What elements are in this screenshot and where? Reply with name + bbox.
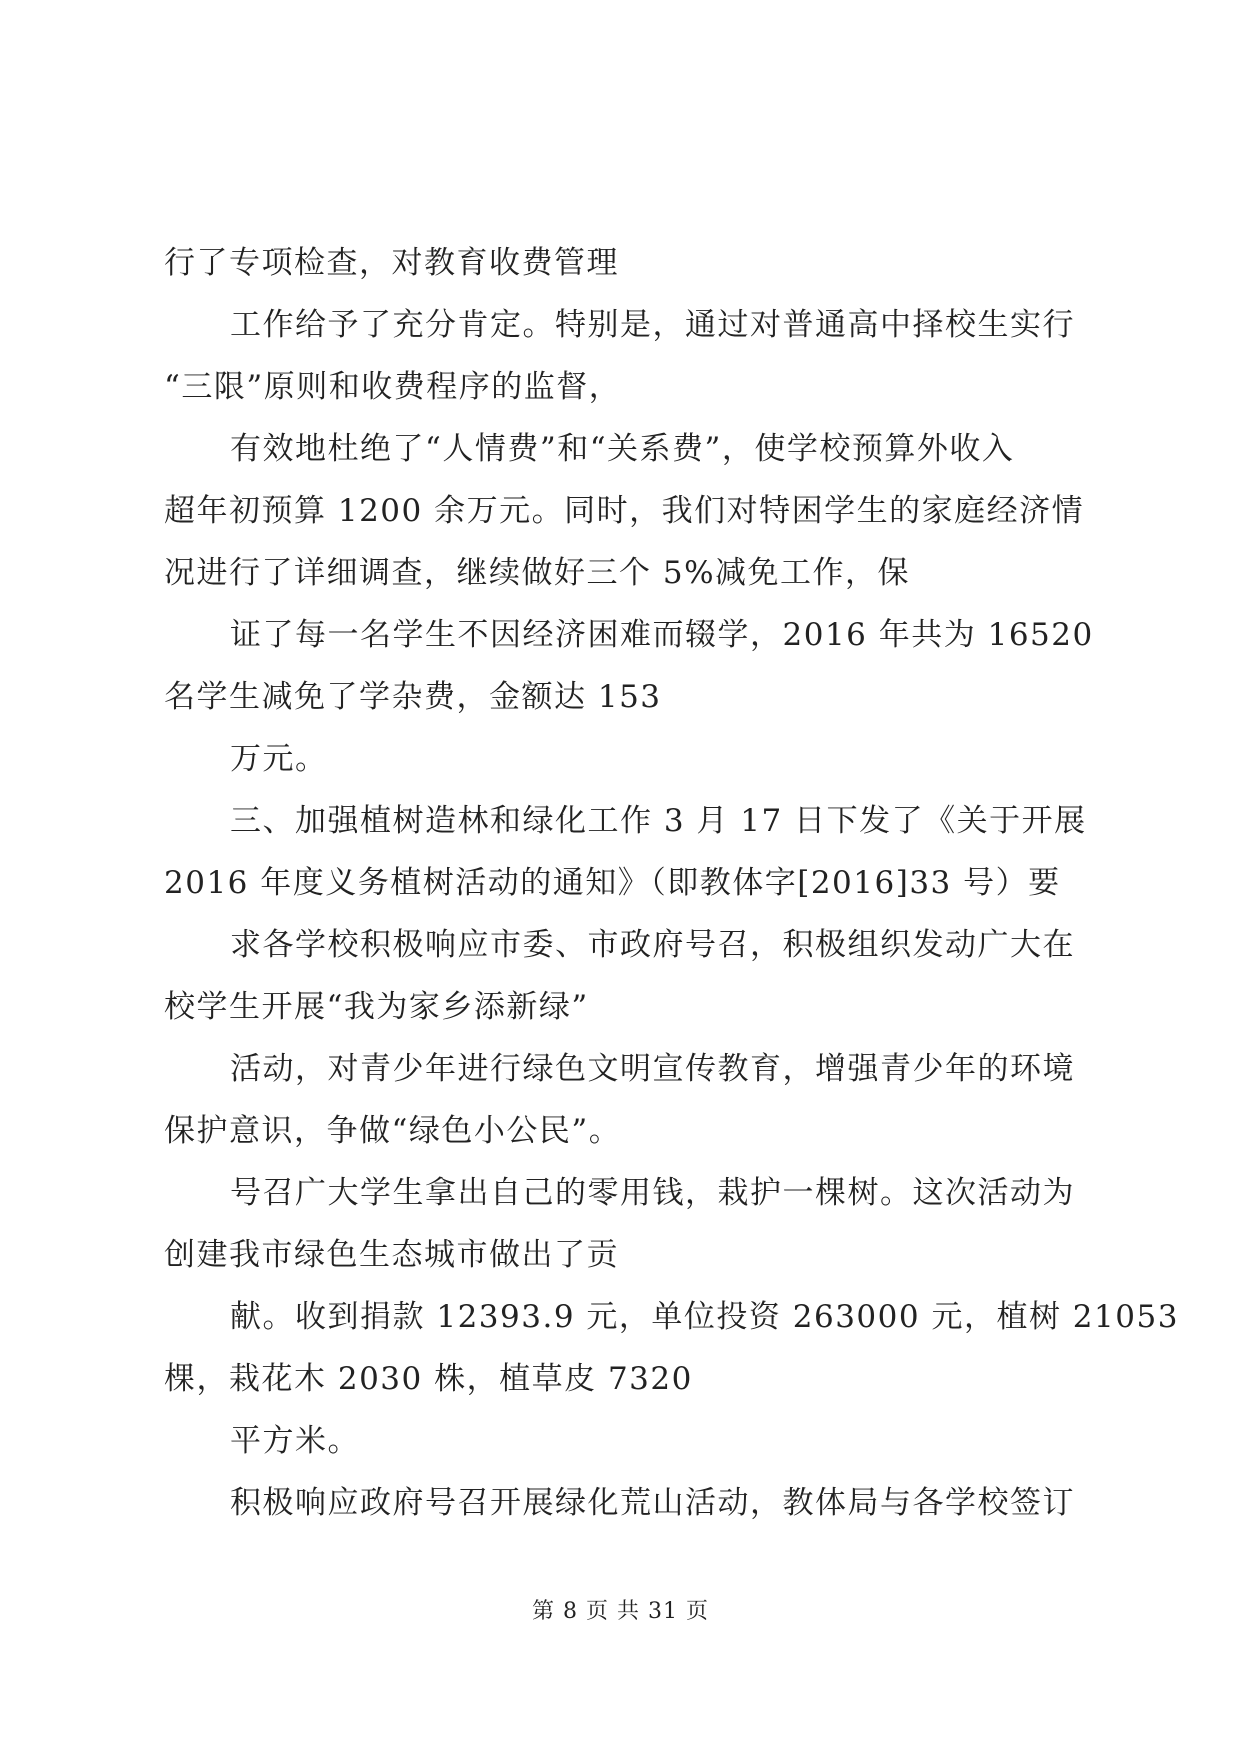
text-line: “三限”原则和收费程序的监督，: [164, 369, 622, 405]
page-footer: 第 8 页 共 31 页: [532, 1599, 709, 1624]
text-line: 万元。: [230, 741, 328, 777]
text-line: 号召广大学生拿出自己的零用钱，栽护一棵树。这次活动为: [230, 1175, 1075, 1211]
text-line: 三、加强植树造林和绿化工作 3 月 17 日下发了《关于开展: [230, 803, 1087, 839]
text-line: 平方米。: [230, 1423, 360, 1459]
text-line: 2016 年度义务植树活动的通知》（即教体字[2016]33 号）要: [164, 865, 1061, 901]
text-line: 超年初预算 1200 余万元。同时，我们对特困学生的家庭经济情: [164, 493, 1085, 529]
text-line: 积极响应政府号召开展绿化荒山活动，教体局与各学校签订: [230, 1485, 1075, 1521]
document-body: [164, 232, 1179, 1534]
text-line: 求各学校积极响应市委、市政府号召，积极组织发动广大在: [230, 927, 1075, 963]
text-line: 保护意识，争做“绿色小公民”。: [164, 1113, 622, 1149]
text-line: 创建我市绿色生态城市做出了贡: [164, 1237, 619, 1273]
text-line: 工作给予了充分肯定。特别是，通过对普通高中择校生实行: [230, 307, 1075, 343]
text-line: 行了专项检查，对教育收费管理: [164, 245, 619, 281]
text-line: 有效地杜绝了“人情费”和“关系费”，使学校预算外收入: [230, 431, 1015, 467]
text-line: 献。收到捐款 12393.9 元，单位投资 263000 元，植树 21053: [230, 1299, 1179, 1335]
text-line: 证了每一名学生不因经济困难而辍学，2016 年共为 16520: [230, 617, 1094, 653]
text-line: 名学生减免了学杂费，金额达 153: [164, 679, 662, 715]
text-line: 况进行了详细调查，继续做好三个 5%减免工作，保: [164, 555, 911, 591]
text-line: 棵，栽花木 2030 株，植草皮 7320: [164, 1361, 693, 1397]
text-line: 校学生开展“我为家乡添新绿”: [164, 989, 589, 1025]
text-line: 活动，对青少年进行绿色文明宣传教育，增强青少年的环境: [230, 1051, 1075, 1087]
